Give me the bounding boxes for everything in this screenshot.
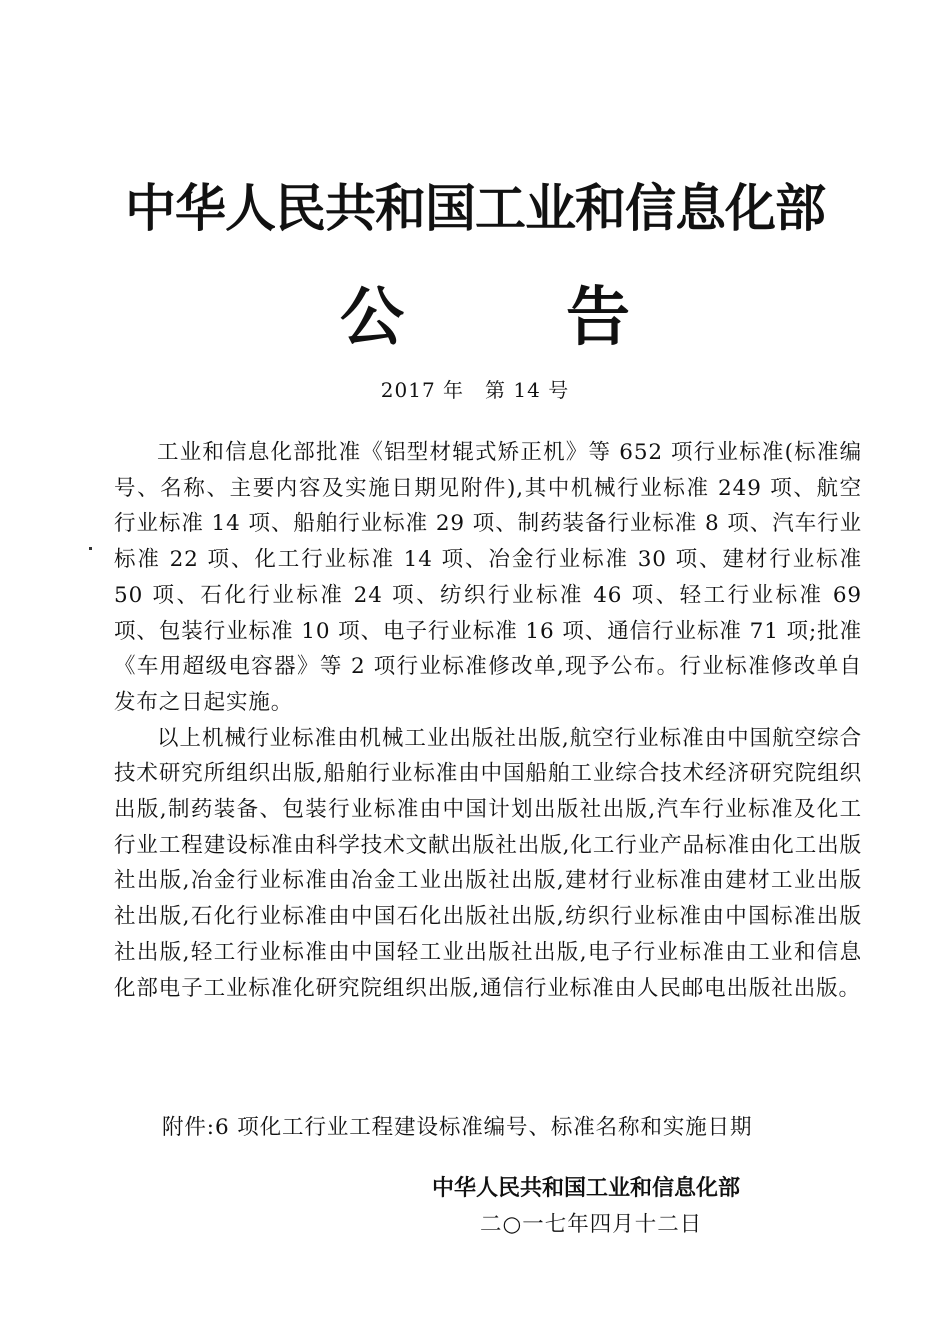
issue-date: 二○一七年四月十二日 <box>480 1212 703 1237</box>
body-paragraph-2: 以上机械行业标准由机械工业出版社出版,航空行业标准由中国航空综合技术研究所组织出版,船舶行业标准由中国船舶工业综合技术经济研究院组织出版,制药装备、包装行业标准由中国计划出版社出版,汽车行业标准及化工行业工程建设标准由科学技术文献出版社出版,化工行业产品标准由化工出版社出版,冶金行业标准由冶金工业出版社出版,建材行业标准由建材工业出版社出版,石化行业标准由中国石化出版社出版,纺织行业标准由中国标准出版社出版,轻工行业标准由中国轻工业出版社出版,电子行业标准由工业和信息化部电子工业标准化研究院组织出版,通信行业标准由人民邮电出版社出版。 <box>114 725 862 1001</box>
announcement-body <box>114 435 862 1006</box>
announcement-heading-char-1: 公 <box>340 281 404 355</box>
body-paragraph-1: 工业和信息化部批准《铝型材辊式矫正机》等 652 项行业标准(标准编号、名称、主要内容及实施日期见附件),其中机械行业标准 249 项、航空行业标准 14 项、船舶行业标准 29 项、制药装备行业标准 8 项、汽车行业标准 22 项、化工行业标准 14 项、冶金行业标准 30 项、建材行业标准 50 项、石化行业标准 24 项、纺织行业标准 46 项、轻工行业标准 69 项、包装行业标准 10 项、电子行业标准 16 项、通信行业标准 71 项;批准《车用超级电容器》等 2 项行业标准修改单,现予公布。行业标准修改单自发布之日起实施。 <box>114 440 862 715</box>
page-title: 中华人民共和国工业和信息化部 <box>124 180 825 239</box>
scan-speck <box>89 547 92 550</box>
issue-number: 2017 年 第 14 号 <box>380 378 570 402</box>
issuer-signature: 中华人民共和国工业和信息化部 <box>432 1176 741 1201</box>
announcement-heading <box>340 280 630 356</box>
announcement-heading-char-2: 告 <box>566 281 630 355</box>
attachment-line: 附件:6 项化工行业工程建设标准编号、标准名称和实施日期 <box>162 1115 753 1140</box>
